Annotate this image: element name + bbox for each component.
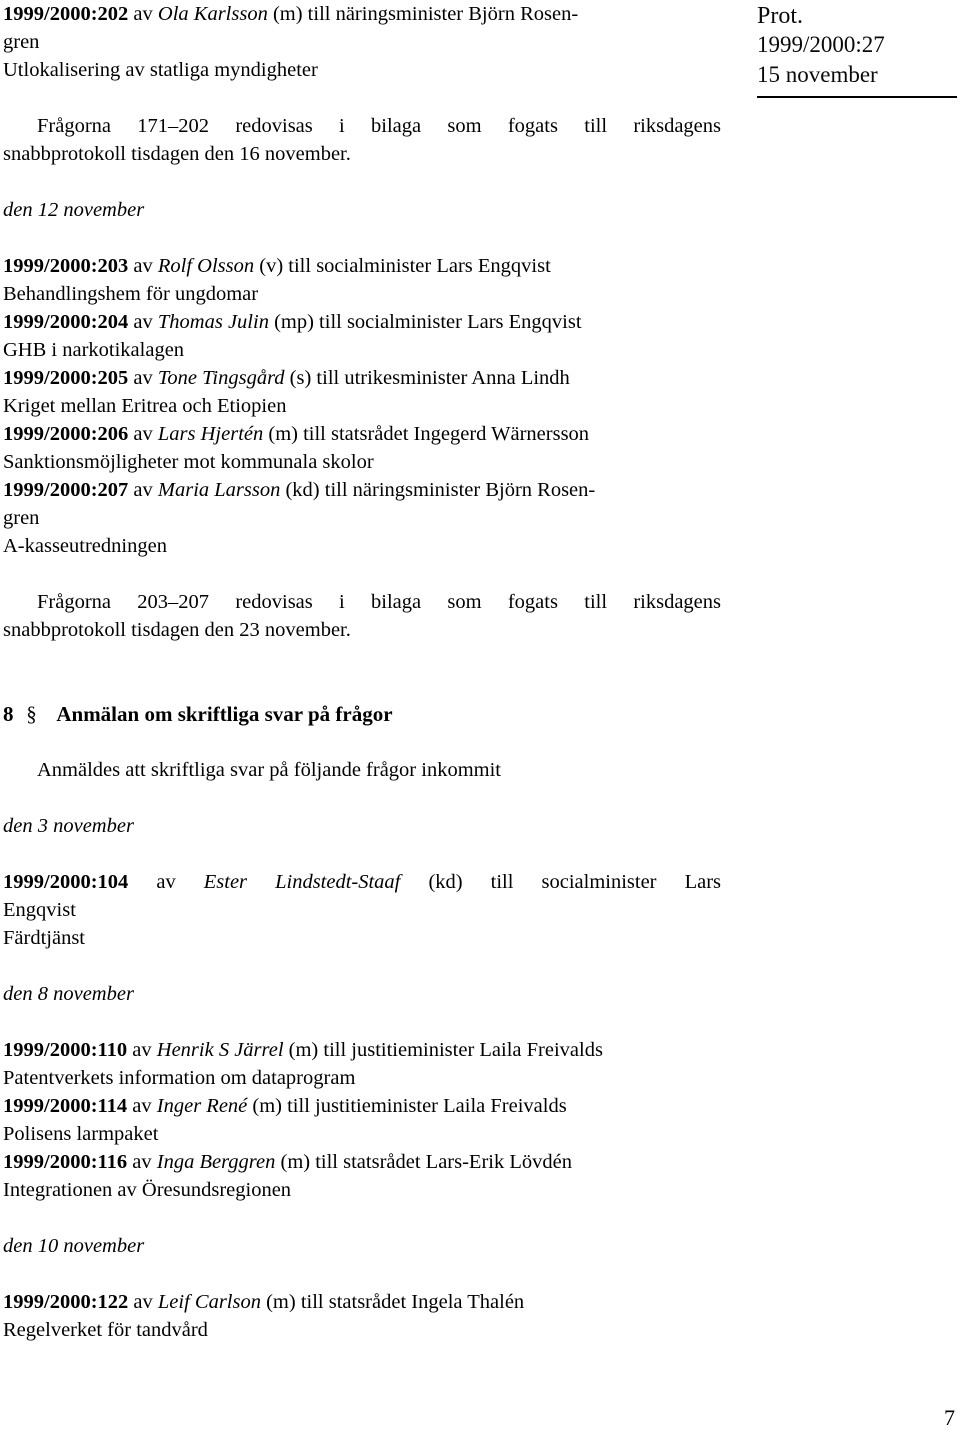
question-item (3, 1148, 721, 1204)
question-number: 1999/2000:110 (3, 1039, 128, 1061)
question-number: 1999/2000:205 (3, 367, 129, 389)
question-number: 1999/2000:122 (3, 1291, 129, 1313)
answer-list-nov8 (3, 1036, 721, 1204)
question-recipient: (m) till justitieminister Laila Freivalds (252, 1095, 567, 1117)
question-number: 1999/2000:207 (3, 479, 129, 501)
question-author: Lars Hjertén (157, 423, 264, 445)
question-recipient: (mp) till socialminister Lars Engqvist (274, 311, 582, 333)
answer-104 (3, 868, 721, 952)
question-number: 1999/2000:202 (3, 3, 129, 25)
protocol-margin-header (757, 3, 957, 90)
answer-list-nov10 (3, 1288, 721, 1344)
question-author: Henrik S Järrel (156, 1039, 284, 1061)
question-recipient: (m) till statsrådet Ingegerd Wärnersson (268, 423, 590, 445)
question-av: av (156, 871, 176, 893)
question-av: av (133, 479, 153, 501)
question-av: av (132, 1039, 152, 1061)
question-author: Rolf Olsson (157, 255, 255, 277)
question-av: av (133, 423, 153, 445)
question-title: Färdtjänst (3, 927, 85, 949)
question-av: av (133, 1291, 153, 1313)
question-title: Sanktionsmöjligheter mot kommunala skolor (3, 451, 374, 473)
question-item (3, 1288, 721, 1344)
question-title: A-kasseutredningen (3, 535, 167, 557)
date-heading-nov8: den 8 november (3, 983, 134, 1005)
question-author: Tone Tingsgård (157, 367, 285, 389)
question-recipient-cont: gren (3, 507, 40, 529)
question-av: av (133, 3, 153, 25)
question-av: av (133, 255, 153, 277)
question-recipient: (m) till statsrådet Lars-Erik Lövdén (280, 1151, 572, 1173)
question-av: av (132, 1095, 152, 1117)
question-recipient-cont: gren (3, 31, 40, 53)
note-171-202 (3, 112, 721, 140)
question-title: Integrationen av Öresundsregionen (3, 1179, 292, 1201)
question-item (3, 308, 721, 364)
question-202 (3, 0, 721, 84)
note-203-207 (3, 588, 721, 616)
question-number: 1999/2000:203 (3, 255, 129, 277)
question-author: Inga Berggren (156, 1151, 276, 1173)
question-recipient: (m) till justitieminister Laila Freivalds (288, 1039, 603, 1061)
question-item (3, 364, 721, 420)
question-item (3, 252, 721, 308)
question-title: Kriget mellan Eritrea och Etiopien (3, 395, 287, 417)
question-title: Polisens larmpaket (3, 1123, 159, 1145)
margin-date: 15 november (757, 62, 878, 87)
question-recipient: (kd) till näringsminister Björn Rosen- (285, 479, 596, 501)
question-recipient: (m) till näringsminister Björn Rosen- (272, 3, 579, 25)
section-sign: § (26, 702, 37, 726)
question-item (3, 1092, 721, 1148)
question-author: Ola Karlsson (157, 3, 268, 25)
question-title: Utlokalisering av statliga myndigheter (3, 59, 318, 81)
question-recipient: (v) till socialminister Lars Engqvist (259, 255, 551, 277)
question-number: 1999/2000:206 (3, 423, 129, 445)
question-av: av (132, 1151, 152, 1173)
question-item (3, 476, 721, 560)
question-title: Behandlingshem för ungdomar (3, 283, 259, 305)
question-title: Patentverkets information om dataprogram (3, 1067, 356, 1089)
date-heading-nov12: den 12 november (3, 199, 145, 221)
note-line: Frågorna 203–207 redovisas i bilaga som fogats till riksdagens (37, 591, 721, 613)
question-number: 1999/2000:114 (3, 1095, 128, 1117)
question-item (3, 1036, 721, 1092)
question-title: Regelverket för tandvård (3, 1319, 208, 1341)
question-author: Leif Carlson (157, 1291, 261, 1313)
question-item (3, 420, 721, 476)
date-heading-nov3: den 3 november (3, 815, 134, 837)
note-line: snabbprotokoll tisdagen den 23 november. (3, 619, 351, 641)
margin-divider (757, 96, 957, 98)
page-number: 7 (944, 1405, 955, 1430)
question-author: Inger René (156, 1095, 248, 1117)
question-av: av (133, 367, 153, 389)
question-number: 1999/2000:104 (3, 871, 129, 893)
note-line: Frågorna 171–202 redovisas i bilaga som fogats till riksdagens (37, 115, 721, 137)
question-list-nov12 (3, 252, 721, 560)
question-recipient: (s) till utrikesminister Anna Lindh (289, 367, 570, 389)
question-author: Maria Larsson (157, 479, 281, 501)
question-recipient-cont: Engqvist (3, 899, 76, 921)
section-intro: Anmäldes att skriftliga svar på följande frågor inkommit (37, 759, 501, 781)
question-recipient: (kd) till socialminister Lars (428, 871, 721, 893)
question-title: GHB i narkotikalagen (3, 339, 185, 361)
note-line: snabbprotokoll tisdagen den 16 november. (3, 143, 351, 165)
main-text-column (3, 0, 721, 1344)
question-av: av (133, 311, 153, 333)
section-title: Anmälan om skriftliga svar på frågor (56, 702, 393, 726)
question-number: 1999/2000:204 (3, 311, 129, 333)
question-author: Ester Lindstedt-Staaf (203, 871, 401, 893)
date-heading-nov10: den 10 november (3, 1235, 145, 1257)
question-recipient: (m) till statsrådet Ingela Thalén (266, 1291, 525, 1313)
question-number: 1999/2000:116 (3, 1151, 128, 1173)
margin-protocol-id: 1999/2000:27 (757, 32, 885, 57)
question-author: Thomas Julin (157, 311, 269, 333)
section-number: 8 (3, 702, 14, 726)
margin-prot-label: Prot. (757, 3, 804, 29)
section-8-heading (3, 700, 721, 728)
